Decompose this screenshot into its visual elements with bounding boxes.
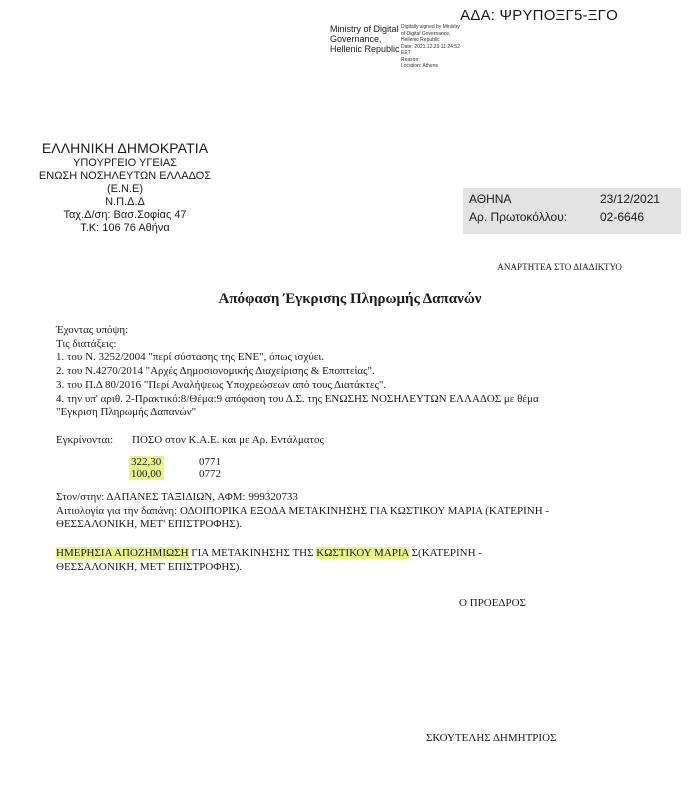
signature-line: Hellenic Republic (330, 44, 400, 54)
allowance-line (56, 547, 482, 560)
ada-reference: ΑΔΑ: ΨΡΥΠΟΞΓ5-ΞΓΟ (460, 7, 618, 24)
document-title: Απόφαση Έγκρισης Πληρωμής Δαπανών (218, 291, 482, 307)
allowance-highlight: ΗΜΕΡΗΣΙΑ ΑΠΟΖΗΜΙΩΣΗ (56, 547, 189, 559)
justification-line: ΘΕΣΣΑΛΟΝΙΚΗ, ΜΕΤ' ΕΠΙΣΤΡΟΦΗΣ). (56, 518, 243, 530)
provision-item: 1. του Ν. 3252/2004 "περί σύστασης της ΕΝΕ", όπως ισχύει. (56, 351, 325, 363)
warrant-number: 0771 (199, 456, 221, 468)
issuer-line: (Ε.Ν.Ε) (106, 183, 144, 195)
chair-title: Ο ΠΡΟΕΔΡΟΣ (459, 597, 526, 609)
signature-line: Ministry of Digital (330, 24, 399, 34)
considering-label: Έχοντας υπόψη: (56, 324, 129, 336)
approved-label: Εγκρίνονται: (56, 434, 114, 446)
signature-line: Governance, (330, 34, 382, 44)
issuer-line: Τ.Κ: 106 76 Αθήνα (80, 222, 170, 234)
issuer-country: ΕΛΛΗΝΙΚΗ ΔΗΜΟΚΡΑΤΙΑ (41, 140, 209, 156)
signature-detail-line: of Digital Governance, (401, 30, 451, 37)
signature-detail-line: Date: 2021.12.29 11:24:52 (401, 43, 460, 50)
signature-detail-line: Reason: (401, 56, 420, 63)
signature-signer (330, 24, 400, 54)
protocol-label: Αρ. Πρωτοκόλλου: (469, 210, 568, 224)
issuer-header (0, 140, 250, 235)
provisions-label: Τις διατάξεις: (56, 338, 117, 350)
posted-online-note: ΑΝΑΡΤΗΤΕΑ ΣΤΟ ΔΙΑΔΙΚΤΥΟ (497, 262, 622, 272)
provision-item: "Εγκριση Πληρωμής Δαπανών" (56, 406, 197, 418)
allowance-text: Σ(ΚΑΤΕΡΙΝΗ - (408, 547, 482, 559)
amount-value: 322,30 (129, 456, 164, 468)
issuer-line: ΕΝΩΣΗ ΝΟΣΗΛΕΥΤΩΝ ΕΛΛΑΔΟΣ (38, 170, 212, 182)
signer-name: ΣΚΟΥΤΕΛΗΣ ΔΗΜΗΤΡΙΟΣ (426, 732, 557, 744)
protocol-box (463, 188, 681, 234)
amount-value: 100,00 (129, 468, 164, 480)
signature-detail-line: Digitally signed by Ministry (401, 24, 460, 30)
warrant-number: 0772 (199, 468, 221, 480)
signature-detail-line: EET (401, 50, 411, 56)
approved-text: ΠΟΣΟ στον Κ.Α.Ε. και με Αρ. Εντάλματος (132, 434, 324, 446)
justification-line: Αιτιολογία για την δαπάνη: ΟΔΟΙΠΟΡΙΚΑ ΕΞΟΔΑ ΜΕΤΑΚΙΝΗΣΗΣ ΓΙΑ ΚΩΣΤΙΚΟΥ ΜΑΡΙΑ (ΚΑΤΕΡΙΝΗ - (56, 505, 550, 517)
protocol-number: 02-6646 (600, 210, 645, 224)
city-label: ΑΘΗΝΑ (469, 192, 512, 206)
allowance-line: ΘΕΣΣΑΛΟΝΙΚΗ, ΜΕΤ' ΕΠΙΣΤΡΟΦΗΣ). (56, 561, 243, 573)
provision-item: 4. την υπ' αριθ. 2-Πρακτικό:8/Θέμα:9 απόφαση του Δ.Σ. της ΕΝΩΣΗΣ ΝΟΣΗΛΕΥΤΩΝ ΕΛΛΑΔΟΣ με θέμα (56, 393, 539, 405)
issuer-line: Ν.Π.Δ.Δ (105, 196, 145, 208)
allowance-text: ΓΙΑ ΜΕΤΑΚΙΝΗΣΗΣ ΤΗΣ (188, 547, 317, 559)
document-date: 23/12/2021 (600, 192, 661, 206)
signature-detail-line: Location: Athens (401, 63, 438, 69)
amount-row (129, 468, 221, 480)
payee: Στον/στην: ΔΑΠΑΝΕΣ ΤΑΞΙΔΙΩΝ, ΑΦΜ: 999320733 (56, 491, 298, 503)
issuer-line: Ταχ.Δ/ση: Βασ.Σοφίας 47 (63, 209, 187, 221)
amounts-list (129, 456, 221, 480)
signature-details (401, 24, 460, 70)
provision-item: 2. του Ν.4270/2014 "Αρχές Δημοσιονομικής Διαχείρισης & Εποπτείας". (56, 365, 375, 377)
signature-detail-line: Hellenic Republic (401, 37, 440, 43)
beneficiary-highlight: ΚΩΣΤΙΚΟΥ ΜΑΡΙΑ (316, 547, 409, 559)
provision-item: 3. του Π.Δ 80/2016 "Περί Αναλήψεως Υποχρεώσεων από τους Διατάκτες". (56, 379, 387, 391)
issuer-line: ΥΠΟΥΡΓΕΙΟ ΥΓΕΙΑΣ (73, 157, 177, 169)
amount-row (129, 456, 221, 468)
